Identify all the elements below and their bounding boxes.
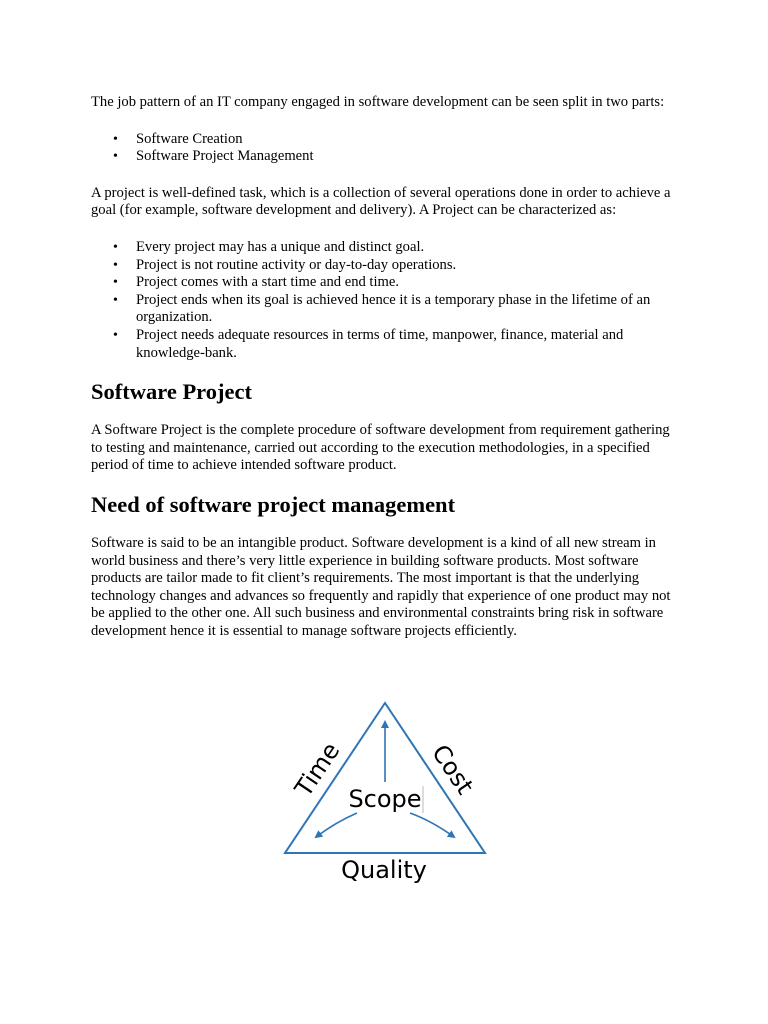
intro-paragraph: The job pattern of an IT company engaged in software development can be seen split in two parts: (91, 94, 665, 110)
list-item: • Software Project Management (136, 148, 681, 166)
time-label: Time (289, 737, 346, 802)
list-item: • Every project may has a unique and distinct goal. (136, 239, 681, 257)
project-triangle-diagram (280, 700, 490, 885)
cost-label: Cost (426, 739, 480, 800)
quality-label: Quality (341, 856, 427, 884)
project-definition-paragraph: A project is well-defined task, which is a collection of several operations done in order to achieve a goal (for example, software development and delivery). A Project can be characterized as: (91, 184, 671, 219)
arrow-right (410, 813, 454, 837)
parts-list (91, 131, 681, 166)
software-project-paragraph: A Software Project is the complete procedure of software development from requirement gathering to testing and maintenance, carried out according to the execution methodologies, in a specified period of time to achieve intended software product. (91, 422, 670, 474)
need-paragraph: Software is said to be an intangible product. Software development is a kind of all new stream in world business and there’s very little experience in building software products. Most software products are tailor made to fit client’s requirements. The most important is that the underlying technology changes and advances so frequently and rapidly that experience of one product may not be applied to the other one. All such business and environmental constraints bring risk in software development hence it is essential to manage software projects efficiently. (91, 534, 671, 639)
list-item: • Project needs adequate resources in terms of time, manpower, finance, material and knowledge-bank. (136, 327, 681, 362)
software-project-heading: Software Project (91, 379, 252, 405)
need-heading: Need of software project management (91, 491, 456, 517)
list-item: • Project is not routine activity or day-to-day operations. (136, 257, 681, 275)
arrow-left (316, 813, 357, 837)
document-page (91, 94, 681, 640)
scope-label: Scope (348, 785, 422, 813)
list-item: • Project comes with a start time and end time. (136, 274, 681, 292)
list-item: • Software Creation (136, 131, 681, 149)
characteristics-list (91, 239, 681, 362)
triangle-svg (280, 700, 490, 885)
list-item: • Project ends when its goal is achieved hence it is a temporary phase in the lifetime of an organization. (136, 292, 681, 327)
